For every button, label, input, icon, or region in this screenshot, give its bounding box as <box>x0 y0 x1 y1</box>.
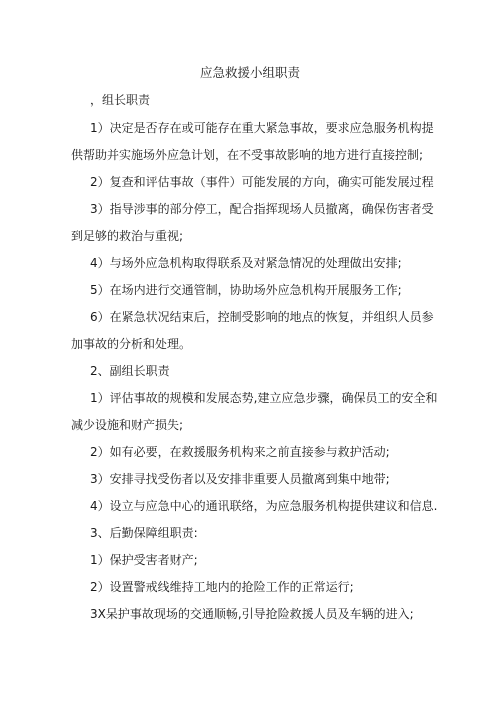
text-line: 6）在紧急状况结束后，控制受影响的地点的恢复，并组织人员参 <box>90 310 434 324</box>
text-line: 3、后勤保障组职责: <box>90 526 198 540</box>
text-line: 2）如有必要，在救援服务机构来之前直接参与救护活动; <box>90 445 390 459</box>
text-line: 2）复查和评估事故（事件）可能发展的方向，确实可能发展过程 <box>90 175 434 189</box>
text-line: 1）保护受害者财产; <box>90 553 198 567</box>
text-line: 到足够的救治与重视; <box>71 229 184 243</box>
text-line: 2）设置警戒线维持工地内的抢险工作的正常运行; <box>90 580 354 594</box>
text-line: 供帮助并实施场外应急计划，在不受事故影响的地方进行直接控制; <box>71 148 424 162</box>
text-line: 减少设施和财产损失; <box>71 418 184 432</box>
text-line: 3X呆护事故现场的交通顺畅,引导抢险救援人员及车辆的进入; <box>90 607 414 621</box>
text-line: 3）安排寻找受伤者以及安排非重要人员撤离到集中地带; <box>90 472 390 486</box>
document-title: 应急救援小组职责 <box>199 65 300 80</box>
text-line: 1）决定是否存在或可能存在重大紧急事故，要求应急服务机构提 <box>90 121 434 135</box>
text-line: ，组长职责 <box>90 93 151 107</box>
text-line: 1）评估事故的规模和发展态势,建立应急步骤，确保员工的安全和 <box>90 391 438 405</box>
text-line: 加事故的分析和处理。 <box>71 337 192 351</box>
text-line: 5）在场内进行交通管制，协助场外应急机构开展服务工作; <box>90 283 402 297</box>
text-line: 2、副组长职责 <box>90 364 170 378</box>
text-line: 3）指导涉事的部分停工，配合指挥现场人员撤离，确保伤害者受 <box>90 202 434 216</box>
text-line: 4）与场外应急机构取得联系及对紧急情况的处理做出安排; <box>90 256 402 270</box>
text-line: 4）设立与应急中心的通讯联络，为应急服务机构提供建议和信息. <box>90 499 438 513</box>
